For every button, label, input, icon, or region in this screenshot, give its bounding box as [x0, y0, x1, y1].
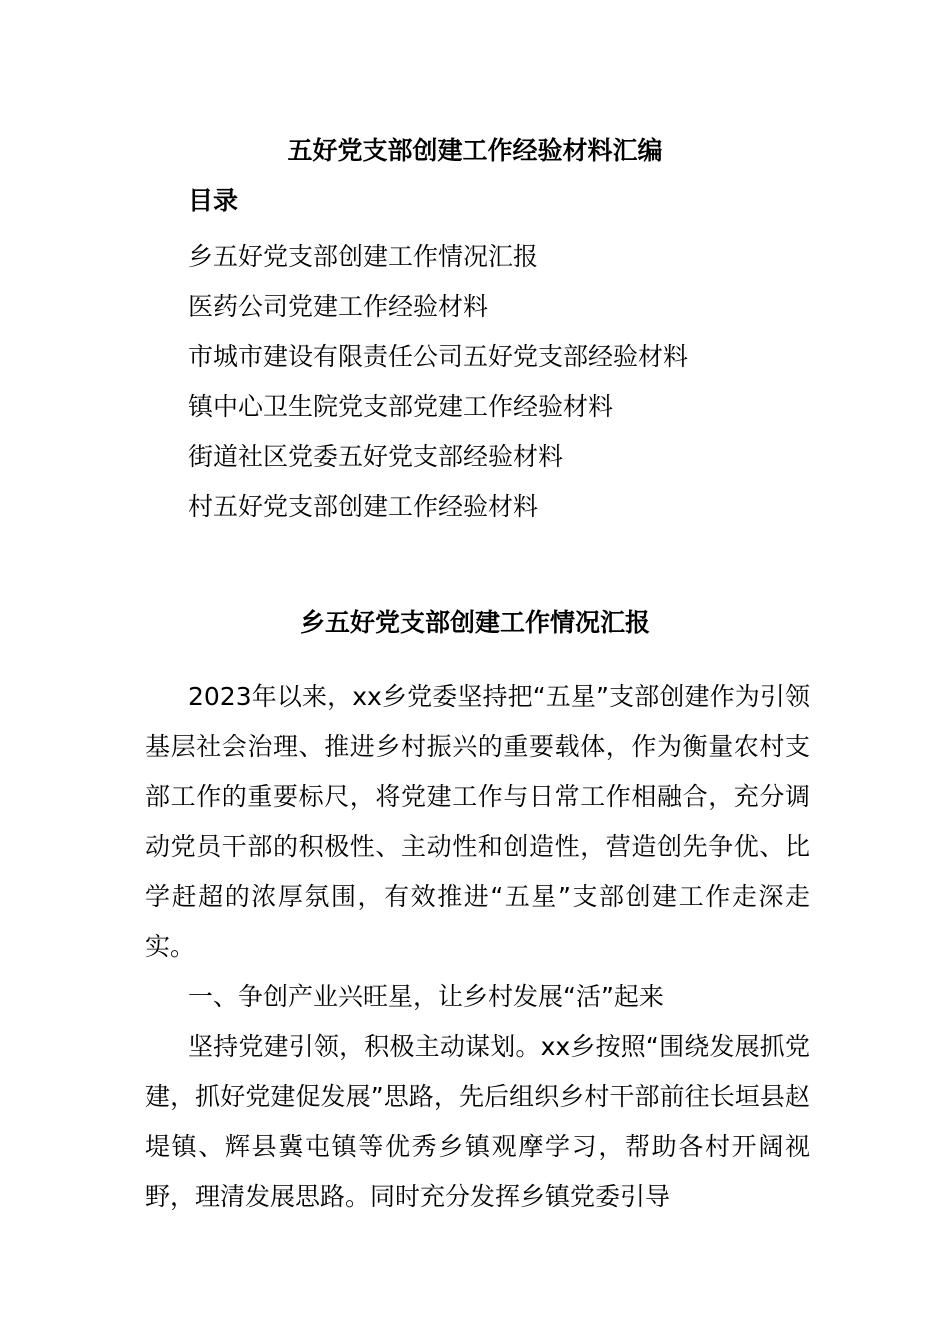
toc-item: 市城市建设有限责任公司五好党支部经验材料: [188, 342, 689, 371]
toc-heading: 目录: [188, 186, 239, 215]
subsection-heading: 一、争创产业兴旺星，让乡村发展“活”起来: [188, 982, 664, 1011]
table-of-contents: [188, 232, 688, 532]
toc-item: 街道社区党委五好党支部经验材料: [188, 442, 564, 471]
toc-item: 村五好党支部创建工作经验材料: [188, 492, 539, 521]
toc-item: 镇中心卫生院党支部党建工作经验材料: [188, 392, 614, 421]
body-paragraph: 坚持党建引领，积极主动谋划。xx乡按照“围绕发展抓党建，抓好党建促发展”思路，先后组织乡村干部前往长垣县赵堤镇、辉县冀屯镇等优秀乡镇观摩学习，帮助各村开阔视野，理清发展思路。同时充分发挥乡镇党委引导: [145, 1032, 810, 1211]
section-title: 乡五好党支部创建工作情况汇报: [299, 608, 650, 637]
toc-item: 医药公司党建工作经验材料: [188, 292, 489, 321]
body-paragraph: 2023年以来，xx乡党委坚持把“五星”支部创建作为引领基层社会治理、推进乡村振兴的重要载体，作为衡量农村支部工作的重要标尺，将党建工作与日常工作相融合，充分调动党员干部的积极性、主动性和创造性，营造创先争优、比学赶超的浓厚氛围，有效推进“五星”支部创建工作走深走实。: [145, 682, 810, 961]
document-title: 五好党支部创建工作经验材料汇编: [287, 136, 663, 165]
toc-item: 乡五好党支部创建工作情况汇报: [188, 242, 539, 271]
